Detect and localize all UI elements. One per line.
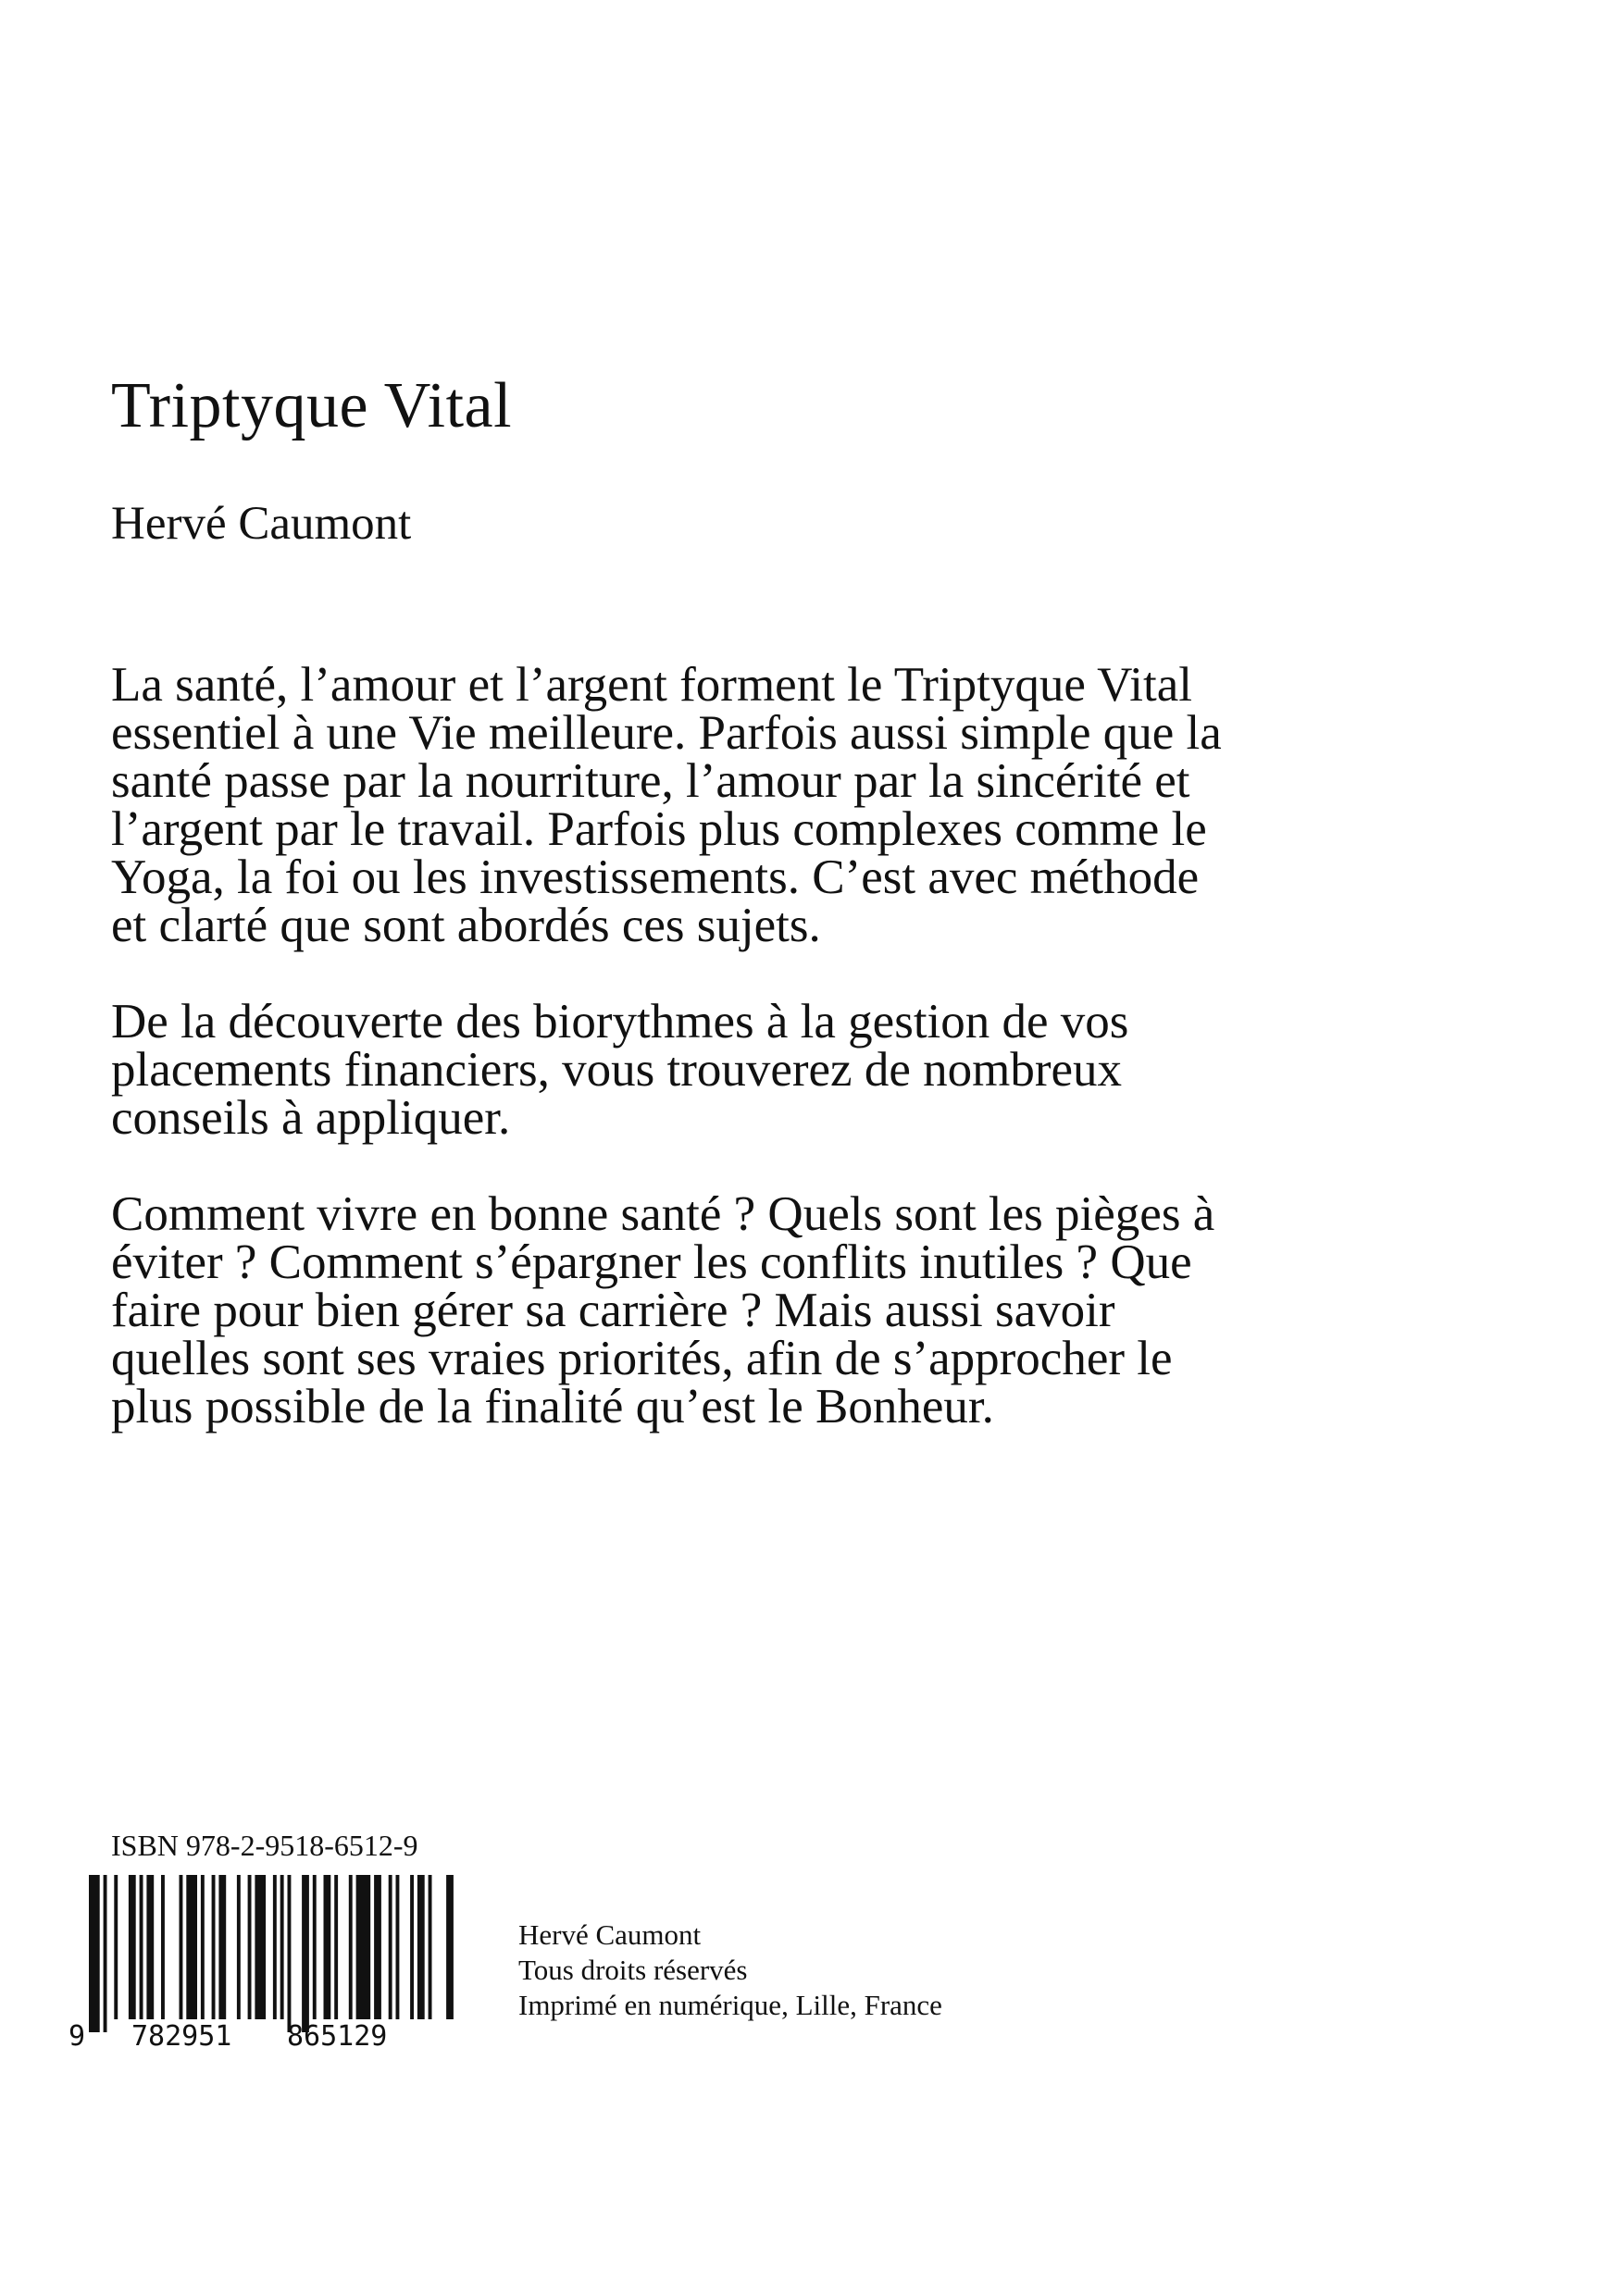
barcode-bar	[129, 1875, 136, 2019]
barcode-bar	[161, 1875, 165, 2019]
barcode-bar	[446, 1875, 454, 2019]
book-author: Hervé Caumont	[111, 498, 412, 550]
isbn-label: ISBN 978-2-9518-6512-9	[111, 1829, 418, 1862]
barcode-bar	[396, 1875, 400, 2019]
barcode-bar	[280, 1875, 284, 2019]
barcode-bar	[237, 1875, 241, 2019]
barcode-bar	[89, 1875, 100, 2032]
barcode-bar	[324, 1875, 331, 2019]
barcode-bar	[212, 1875, 216, 2019]
barcode-bar	[140, 1875, 143, 2019]
blurb-paragraph: Comment vivre en bonne santé ? Quels sont les pièges à éviter ? Comment s’épargner les conflits inutiles ? Que faire pour bien gérer sa carrière ? Mais aussi savoir quelles sont ses vraies priorités, afin de s’approcher le plus possible de la finalité qu’est le Bonheur.	[111, 1187, 1215, 1433]
barcode-bar	[201, 1875, 205, 2019]
barcode-right-digits: 865129	[287, 2020, 388, 2049]
barcode-bar	[417, 1875, 425, 2019]
book-blurb	[111, 658, 1222, 1479]
barcode-bar	[389, 1875, 392, 2019]
barcode-bar	[302, 1875, 309, 2032]
barcode-left-digits: 782951	[131, 2020, 232, 2049]
barcode-bar	[334, 1875, 338, 2019]
barcode-bar	[114, 1875, 118, 2019]
barcode-bar	[410, 1875, 414, 2019]
blurb-paragraph: De la découverte des biorythmes à la gestion de vos placements financiers, vous trouverez de nombreux conseils à appliquer.	[111, 995, 1129, 1145]
barcode-bar	[273, 1875, 277, 2019]
imprint-publisher: Hervé Caumont	[518, 1918, 702, 1951]
barcode-bar	[218, 1875, 226, 2019]
imprint-rights: Tous droits réservés	[518, 1954, 748, 1986]
isbn-barcode	[63, 1873, 461, 2049]
barcode-lead-digit: 9	[68, 2020, 86, 2049]
barcode-bar	[349, 1875, 353, 2019]
barcode-bar	[186, 1875, 197, 2019]
barcode-bar	[356, 1875, 371, 2019]
barcode-bar	[374, 1875, 381, 2019]
barcode-bar	[255, 1875, 266, 2019]
imprint-printing: Imprimé en numérique, Lille, France	[518, 1989, 942, 2021]
barcode-bar	[248, 1875, 252, 2019]
barcode-bar	[429, 1875, 432, 2019]
barcode-bar	[104, 1875, 107, 2032]
barcode-bar	[313, 1875, 317, 2019]
book-title: Triptyque Vital	[111, 370, 513, 441]
barcode-bars	[89, 1875, 454, 2032]
barcode-bar	[288, 1875, 292, 2032]
barcode-bar	[146, 1875, 154, 2019]
blurb-paragraph: La santé, l’amour et l’argent forment le Triptyque Vital essentiel à une Vie meilleure. Parfois aussi simple que la santé passe par la nourriture, l’amour par la sincérité et l’argent par le travail. Parfois plus complexes comme le Yoga, la foi ou les investissements. C’est avec méthode et clarté que sont abordés ces sujets.	[111, 658, 1222, 952]
imprint-block	[518, 1917, 942, 2023]
barcode-bar	[180, 1875, 183, 2019]
